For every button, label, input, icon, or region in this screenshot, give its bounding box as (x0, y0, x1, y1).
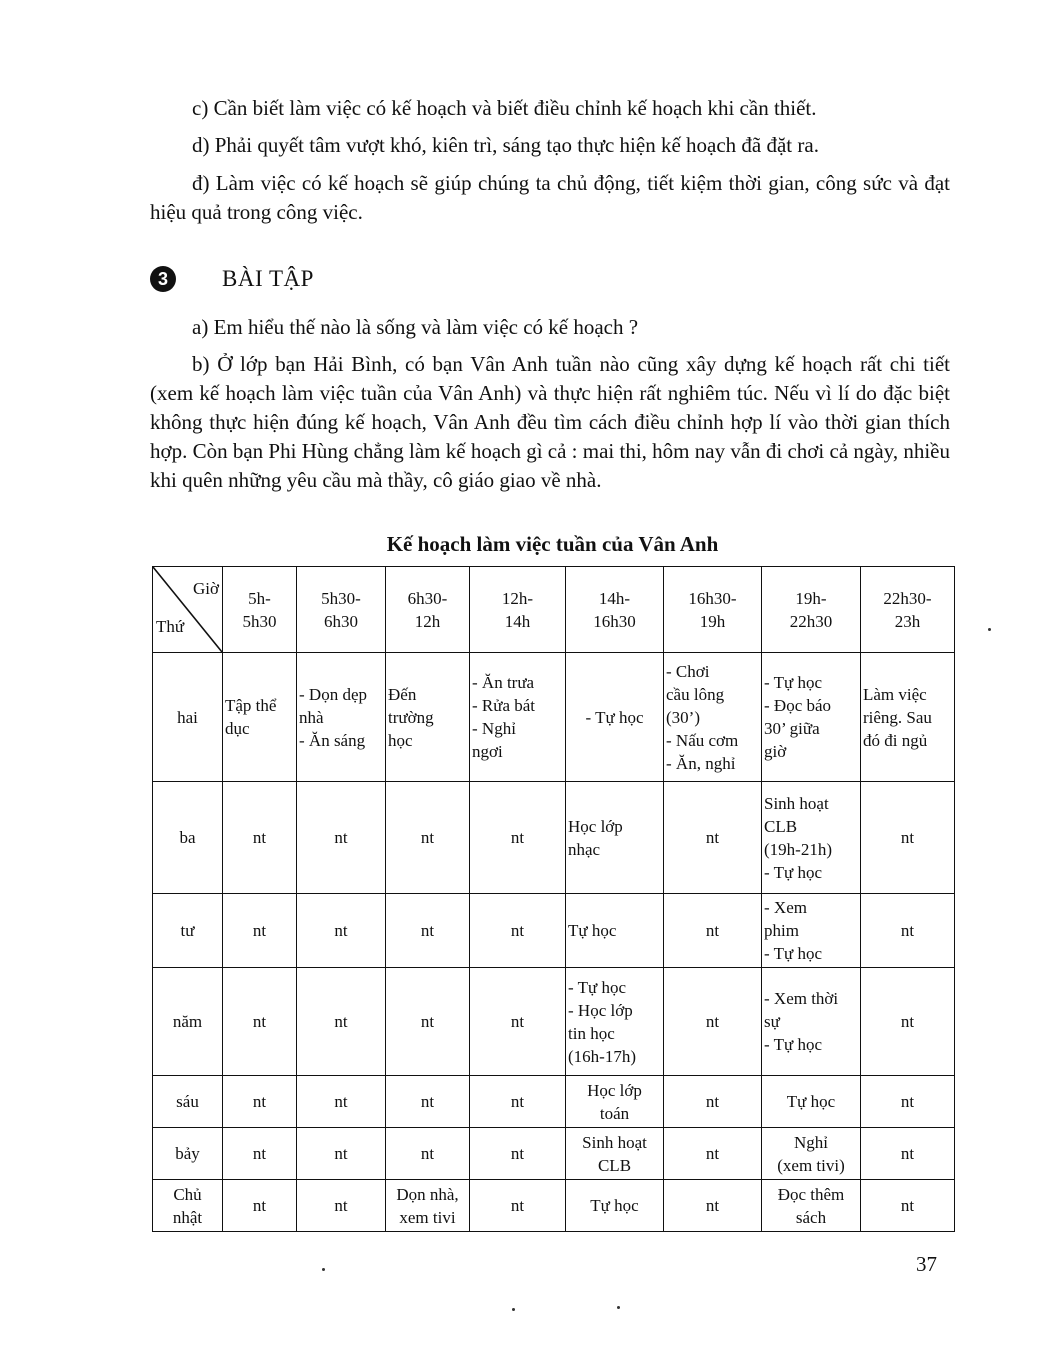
table-row (153, 1128, 955, 1180)
activity-cell (297, 782, 386, 894)
cell-text-line: nt (334, 1144, 348, 1163)
cell-text-line: Đến (388, 684, 417, 704)
cell-text-line: 5h30 (242, 611, 277, 631)
cell-text-line: nt (252, 921, 267, 940)
paragraph-dd: đ) Làm việc có kế hoạch sẽ giúp chúng ta chủ động, tiết kiệm thời gian, công sức và đạt hiệu quả trong công việc. (150, 171, 950, 224)
cell-text-line: 19h- (795, 588, 827, 608)
activity-cell (223, 1180, 297, 1232)
cell-text-line: giờ (764, 742, 787, 761)
activity-cell (566, 1180, 664, 1232)
activity-cell (861, 1076, 955, 1128)
activity-cell (386, 1128, 470, 1180)
paragraph-c: c) Cần biết làm việc có kế hoạch và biết điều chỉnh kế hoạch khi cần thiết. (192, 96, 817, 120)
cell-text-line: nt (334, 828, 348, 847)
activity-cell (386, 1180, 470, 1232)
cell-text-line: 12h (414, 611, 441, 631)
activity-cell (297, 968, 386, 1076)
cell-text-line: nt (705, 1092, 720, 1111)
print-speck (988, 628, 991, 631)
activity-cell (223, 968, 297, 1076)
cell-text-line: - Xem thời (764, 989, 839, 1008)
cell-text-line: - Chơi (666, 661, 710, 681)
table-header-row (153, 567, 955, 653)
activity-cell (762, 1128, 861, 1180)
cell-text-line: - Dọn dẹp (299, 684, 367, 704)
day-cell (153, 968, 223, 1076)
corner-label-time: Giờ (193, 579, 219, 598)
activity-cell (861, 1180, 955, 1232)
activity-cell (470, 782, 566, 894)
section-heading (150, 262, 314, 296)
print-speck (617, 1306, 620, 1309)
activity-cell (762, 1076, 861, 1128)
cell-text-line: Chủ (173, 1184, 202, 1204)
section-number-badge: 3 (150, 266, 176, 292)
cell-text-line: - Học lớp (568, 1000, 633, 1020)
cell-text-line: nt (510, 828, 525, 847)
cell-text-line: Nghỉ (794, 1132, 828, 1152)
cell-text-line: Tập thể (225, 696, 277, 715)
cell-text-line: nt (705, 921, 720, 940)
cell-text-line: - Ăn trưa (472, 673, 535, 692)
cell-text-line: nt (900, 1012, 915, 1031)
activity-cell (762, 894, 861, 968)
cell-text-line: hai (177, 707, 198, 727)
activity-cell (762, 1180, 861, 1232)
activity-cell (386, 653, 470, 782)
activity-cell (566, 1076, 664, 1128)
cell-text-line: nt (420, 921, 435, 940)
activity-cell (223, 894, 297, 968)
cell-text-line: năm (172, 1012, 203, 1031)
cell-text-line: - Tự học (568, 977, 626, 997)
cell-text-line: (16h-17h) (568, 1046, 636, 1066)
cell-text-line: nt (705, 828, 720, 847)
cell-text-line: cầu lông (666, 684, 725, 704)
cell-text-line: dục (225, 719, 250, 738)
table-row (153, 1180, 955, 1232)
table-row (153, 782, 955, 894)
header-time-slot (566, 567, 664, 653)
cell-text-line: 22h30 (789, 611, 833, 631)
cell-text-line: CLB (764, 816, 798, 836)
cell-text-line: (19h-21h) (764, 839, 832, 859)
cell-text-line: nt (252, 1092, 267, 1111)
cell-text-line: 22h30- (883, 588, 932, 608)
cell-text-line: Đọc thêm (777, 1184, 845, 1204)
activity-cell (386, 968, 470, 1076)
activity-cell (297, 1180, 386, 1232)
activity-cell (297, 653, 386, 782)
cell-text-line: 16h30- (688, 588, 737, 608)
weekly-plan-table (152, 566, 955, 1232)
day-cell (153, 782, 223, 894)
cell-text-line: - Nghỉ (472, 719, 516, 738)
cell-text-line: - Tự học (764, 1035, 822, 1054)
cell-text-line: Sinh hoạt (764, 793, 829, 813)
cell-text-line: - Tự học (764, 944, 822, 963)
cell-text-line: 12h- (501, 588, 534, 608)
paragraph-d: d) Phải quyết tâm vượt khó, kiên trì, sáng tạo thực hiện kế hoạch đã đặt ra. (192, 133, 819, 157)
cell-text-line: nt (510, 1012, 525, 1031)
cell-text-line: CLB (597, 1155, 632, 1175)
cell-text-line: toán (599, 1103, 630, 1123)
cell-text-line: nt (705, 1012, 720, 1031)
cell-text-line: nt (334, 921, 348, 940)
cell-text-line: (30’) (666, 707, 700, 727)
header-time-slot (861, 567, 955, 653)
cell-text-line: nhật (172, 1207, 203, 1227)
cell-text-line: đó đi ngủ (863, 730, 928, 750)
activity-cell (566, 968, 664, 1076)
day-cell (153, 653, 223, 782)
activity-cell (664, 968, 762, 1076)
print-speck (512, 1308, 515, 1311)
cell-text-line: 19h (699, 611, 726, 631)
header-time-slot (664, 567, 762, 653)
cell-text-line: Tự học (786, 1092, 836, 1111)
day-cell (153, 1180, 223, 1232)
activity-cell (297, 894, 386, 968)
activity-cell (664, 1076, 762, 1128)
cell-text-line: nt (510, 1196, 525, 1215)
cell-text-line: nt (252, 1012, 267, 1031)
header-time-slot (223, 567, 297, 653)
activity-cell (861, 1128, 955, 1180)
cell-text-line: ba (179, 828, 196, 847)
activity-cell (861, 782, 955, 894)
cell-text-line: ngơi (472, 742, 503, 761)
cell-text-line: 16h30 (593, 611, 636, 631)
cell-text-line: - Tự học (764, 862, 822, 882)
cell-text-line: - Rửa bát (472, 696, 536, 715)
cell-text-line: Học lớp (587, 1080, 642, 1100)
activity-cell (664, 894, 762, 968)
cell-text-line: trường (388, 707, 434, 727)
cell-text-line: 6h30- (407, 588, 448, 608)
cell-text-line: nt (900, 1092, 915, 1111)
table-row (153, 1076, 955, 1128)
header-time-slot (386, 567, 470, 653)
activity-cell (386, 894, 470, 968)
header-time-slot (762, 567, 861, 653)
cell-text-line: - Tự học (764, 673, 822, 692)
activity-cell (223, 1076, 297, 1128)
cell-text-line: (xem tivi) (777, 1155, 845, 1175)
cell-text-line: nt (252, 1196, 267, 1215)
cell-text-line: nt (705, 1196, 720, 1215)
activity-cell (470, 968, 566, 1076)
cell-text-line: 5h- (248, 588, 271, 608)
cell-text-line: 30’ giữa (764, 719, 820, 738)
cell-text-line: sự (764, 1012, 780, 1031)
activity-cell (664, 1128, 762, 1180)
cell-text-line: - Ăn sáng (299, 730, 366, 750)
cell-text-line: nhạc (568, 839, 601, 859)
table-row (153, 653, 955, 782)
activity-cell (297, 1076, 386, 1128)
cell-text-line: - Đọc báo (764, 696, 832, 715)
activity-cell (861, 653, 955, 782)
header-time-slot (470, 567, 566, 653)
activity-cell (762, 968, 861, 1076)
cell-text-line: nt (900, 828, 915, 847)
activity-cell (566, 894, 664, 968)
cell-text-line: phim (764, 921, 799, 940)
cell-text-line: nt (334, 1092, 348, 1111)
cell-text-line: nt (420, 1092, 435, 1111)
cell-text-line: - Nấu cơm (666, 730, 739, 750)
activity-cell (386, 782, 470, 894)
cell-text-line: nhà (299, 707, 324, 727)
activity-cell (223, 782, 297, 894)
cell-text-line: Tự học (590, 1196, 639, 1215)
activity-cell (470, 1128, 566, 1180)
activity-cell (223, 653, 297, 782)
cell-text-line: nt (900, 1196, 915, 1215)
cell-text-line: Tự học (568, 921, 617, 940)
cell-text-line: nt (420, 1144, 435, 1163)
table-title: Kế hoạch làm việc tuần của Vân Anh (386, 532, 719, 556)
cell-text-line: nt (334, 1012, 348, 1031)
cell-text-line: tư (180, 921, 195, 940)
activity-cell (223, 1128, 297, 1180)
cell-text-line: 23h (894, 611, 921, 631)
print-speck (322, 1268, 325, 1271)
cell-text-line: bảy (175, 1144, 200, 1163)
activity-cell (470, 1076, 566, 1128)
corner-header-cell (153, 567, 223, 653)
exercise-b: b) Ở lớp bạn Hải Bình, có bạn Vân Anh tuần nào cũng xây dựng kế hoạch rất chi tiết (xem kế hoạch làm việc tuần của Vân Anh) và thực hiện rất nghiêm túc. Nếu vì lí do đặc biệt không thực hiện đúng kế hoạch, Vân Anh đều tìm cách điều chỉnh hợp lí vào thời gian thích hợp. Còn bạn Phi Hùng chẳng làm kế hoạch gì cả : mai thi, hôm nay vẫn đi chơi cả ngày, nhiều khi quên những yêu cầu mà thầy, cô giáo giao về nhà. (150, 352, 950, 492)
day-cell (153, 1076, 223, 1128)
day-cell (153, 894, 223, 968)
cell-text-line: nt (510, 1144, 525, 1163)
activity-cell (566, 1128, 664, 1180)
cell-text-line: 14h (504, 611, 531, 631)
activity-cell (386, 1076, 470, 1128)
cell-text-line: nt (334, 1196, 348, 1215)
cell-text-line: 5h30- (321, 588, 361, 608)
activity-cell (470, 653, 566, 782)
cell-text-line: nt (900, 921, 915, 940)
cell-text-line: nt (420, 1012, 435, 1031)
cell-text-line: 14h- (598, 588, 631, 608)
cell-text-line: nt (420, 828, 435, 847)
cell-text-line: nt (252, 828, 267, 847)
activity-cell (664, 782, 762, 894)
cell-text-line: Học lớp (568, 816, 623, 836)
table-row (153, 968, 955, 1076)
cell-text-line: nt (510, 1092, 525, 1111)
activity-cell (566, 782, 664, 894)
cell-text-line: tin học (568, 1023, 615, 1043)
activity-cell (664, 1180, 762, 1232)
cell-text-line: Làm việc (863, 684, 927, 704)
section-title: BÀI TẬP (222, 266, 314, 291)
activity-cell (470, 894, 566, 968)
header-time-slot (297, 567, 386, 653)
cell-text-line: 6h30 (324, 611, 358, 631)
cell-text-line: nt (252, 1144, 267, 1163)
activity-cell (297, 1128, 386, 1180)
cell-text-line: - Tự học (585, 707, 644, 727)
activity-cell (762, 653, 861, 782)
cell-text-line: - Ăn, nghỉ (666, 753, 736, 773)
activity-cell (470, 1180, 566, 1232)
cell-text-line: sách (795, 1207, 827, 1227)
cell-text-line: riêng. Sau (863, 707, 932, 727)
cell-text-line: Dọn nhà, (396, 1184, 459, 1204)
page-number: 37 (916, 1252, 937, 1276)
activity-cell (861, 894, 955, 968)
cell-text-line: học (388, 730, 413, 750)
cell-text-line: nt (705, 1144, 720, 1163)
exercise-a: a) Em hiểu thế nào là sống và làm việc có kế hoạch ? (192, 315, 639, 339)
cell-text-line: xem tivi (399, 1207, 456, 1227)
cell-text-line: nt (900, 1144, 915, 1163)
cell-text-line: nt (510, 921, 525, 940)
day-cell (153, 1128, 223, 1180)
cell-text-line: sáu (176, 1092, 199, 1111)
activity-cell (762, 782, 861, 894)
cell-text-line: Sinh hoạt (582, 1132, 647, 1152)
corner-label-day: Thứ (156, 617, 185, 636)
table-row (153, 894, 955, 968)
cell-text-line: - Xem (764, 898, 807, 917)
activity-cell (664, 653, 762, 782)
activity-cell (566, 653, 664, 782)
activity-cell (861, 968, 955, 1076)
